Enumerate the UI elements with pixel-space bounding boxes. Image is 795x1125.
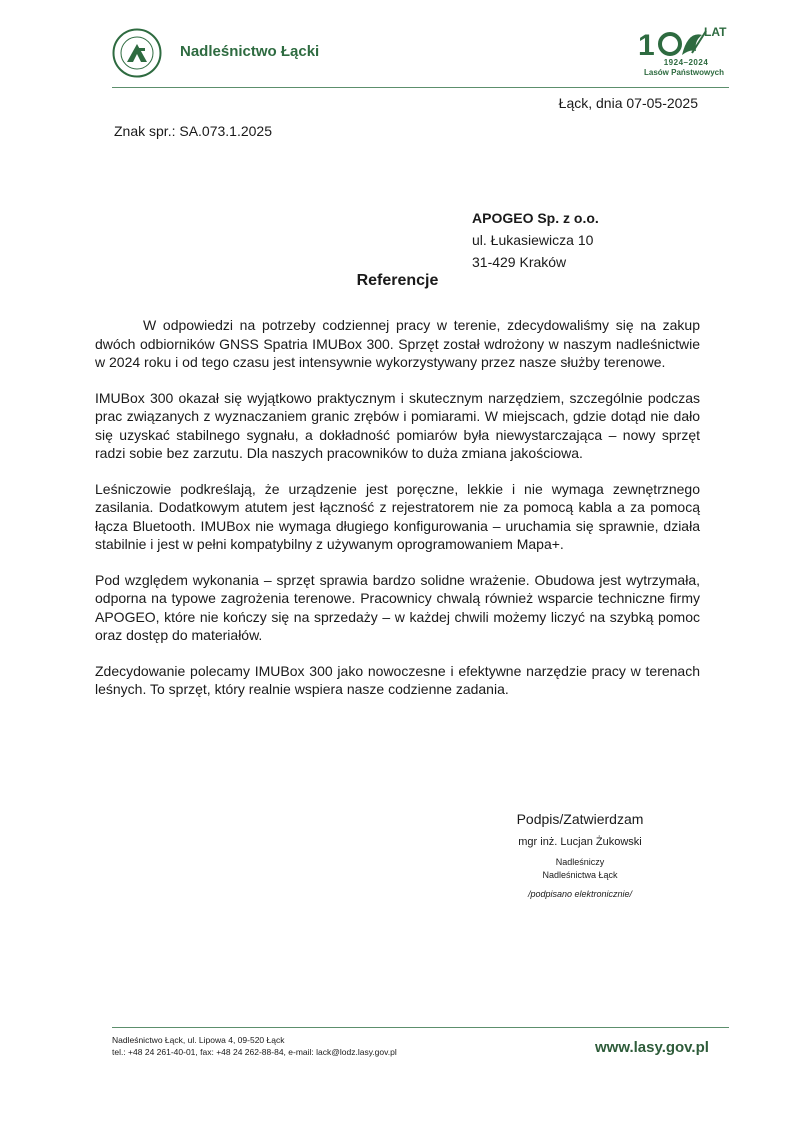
centenary-badge [636, 25, 736, 85]
paragraph: W odpowiedzi na potrzeby codziennej pracy w terenie, zdecydowaliśmy się na zakup dwóch odbiorników GNSS Spatria IMUBox 300. Sprzęt został wdrożony w naszym nadleśnictwie w 2024 roku i od tego czasu jest intensywnie wykorzystywany przez nasze służby terenowe. [95, 317, 700, 370]
recipient-city: 31-429 Kraków [472, 254, 567, 270]
electronic-signature-note: /podpisano elektronicznie/ [527, 889, 633, 899]
recipient-address [472, 207, 599, 273]
footer-divider [112, 1027, 729, 1028]
signatory-role-line1: Nadleśniczy [555, 857, 605, 867]
badge-lat: LAT [704, 25, 727, 39]
svg-text:1: 1 [638, 29, 655, 59]
badge-subtitle: Lasów Państwowych [643, 68, 725, 77]
footer-phone-email: tel.: +48 24 261-40-01, fax: +48 24 262-88-84, e-mail: lack@lodz.lasy.gov.pl [112, 1047, 397, 1057]
letter-title: Referencje [356, 272, 439, 289]
signature-label: Podpis/Zatwierdzam [516, 811, 644, 827]
paragraph: Leśniczowie podkreślają, że urządzenie jest poręczne, lekkie i nie wymaga zewnętrznego zasilania. Dodatkowym atutem jest łączność z rejestratorem nie za pomocą kabla a za pomocą łącza Bluetooth. IMUBox nie wymaga długiego konfigurowania – uruchamia się sprawnie, działa stabilnie i jest w pełni kompatybilny z używanym oprogramowaniem Mapa+. [95, 480, 700, 552]
header-divider [112, 87, 729, 88]
signatory-role [480, 856, 680, 882]
date-line: Łąck, dnia 07-05-2025 [558, 95, 698, 111]
lasy-panstwowe-logo-icon [112, 28, 162, 78]
signature-block [480, 811, 680, 899]
recipient-street: ul. Łukasiewicza 10 [472, 232, 594, 248]
org-name: Nadleśnictwo Łącki [180, 43, 320, 60]
footer-address: Nadleśnictwo Łąck, ul. Lipowa 4, 09-520 Łąck [112, 1035, 285, 1045]
recipient-name: APOGEO Sp. z o.o. [472, 210, 599, 226]
paragraph: Pod względem wykonania – sprzęt sprawia bardzo solidne wrażenie. Obudowa jest wytrzymała, odporna na typowe zagrożenia terenowe. Pracownicy chwalą również wsparcie techniczne firmy APOGEO, które nie kończy się na sprzedaży – w każdej chwili możemy liczyć na szybką pomoc oraz dostęp do materiałów. [95, 571, 700, 643]
signatory-role-line2: Nadleśnictwa Łąck [542, 870, 618, 880]
badge-years: 1924–2024 [663, 58, 709, 67]
paragraph: Zdecydowanie polecamy IMUBox 300 jako nowoczesne i efektywne narzędzie pracy w terenach leśnych. To sprzęt, który realnie wspiera nasze codzienne zadania. [95, 662, 700, 697]
paragraph: IMUBox 300 okazał się wyjątkowo praktycznym i skutecznym narzędziem, szczególnie podczas prac związanych z wyznaczaniem granic zrębów i pomiarami. W miejscach, gdzie dotąd nie dało się uzyskać stabilnego sygnału, a dokładność pomiarów była niewystarczająca – nowy sprzęt radzi sobie bez zarzutu. Dla naszych pracowników to duża zmiana jakościowa. [95, 389, 700, 461]
website-link[interactable]: www.lasy.gov.pl [595, 1039, 709, 1056]
signatory-name: mgr inż. Lucjan Żukowski [518, 836, 642, 848]
footer-contact [112, 1034, 397, 1058]
reference-number: Znak spr.: SA.073.1.2025 [114, 123, 272, 139]
letter-body [95, 316, 700, 716]
